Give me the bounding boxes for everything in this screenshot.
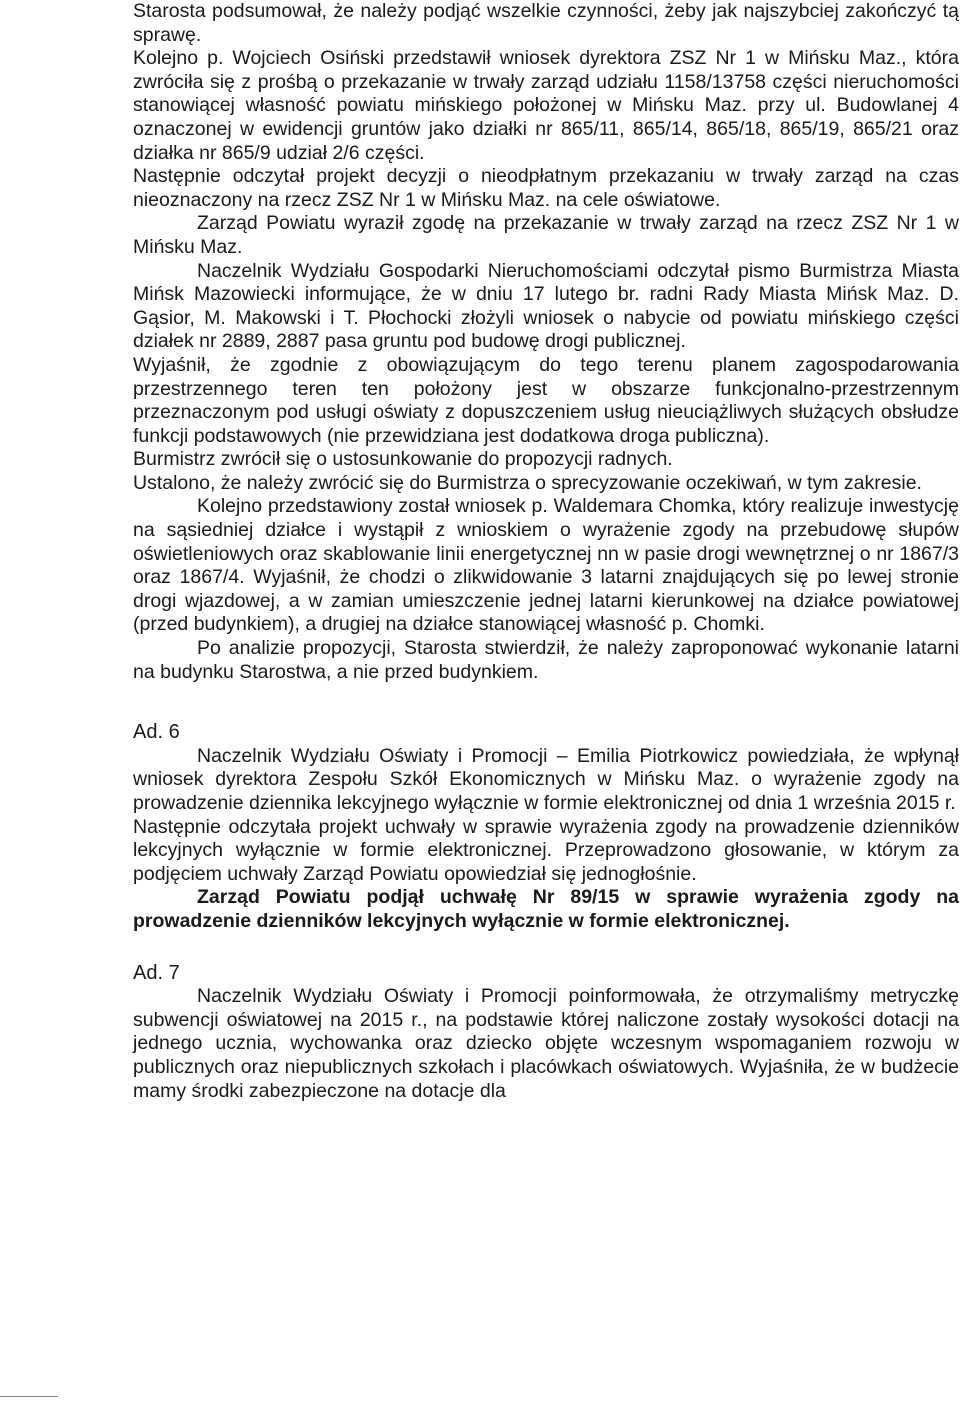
paragraph: Naczelnik Wydziału Oświaty i Promocji – Emilia Piotrkowicz powiedziała, że wpłynął wniosek dyrektora Zespołu Szkół Ekonomicznych w Mińsku Maz. o wyrażenie zgody na prowadzenie dziennika lekcyjnego wyłącznie w formie elektronicznej od dnia 1 września 2015 r. — [133, 744, 959, 814]
footnote-divider — [0, 1396, 58, 1397]
paragraph: Ustalono, że należy zwrócić się do Burmistrza o sprecyzowanie oczekiwań, w tym zakresie. — [133, 471, 922, 494]
document-page — [133, 0, 959, 1103]
paragraph: Kolejno p. Wojciech Osiński przedstawił wniosek dyrektora ZSZ Nr 1 w Mińsku Maz., która zwróciła się z prośbą o przekazanie w trwały zarząd udziału 1158/13758 części nieruchomości stanowiącej własność powiatu mińskiego położonej w Mińsku Maz. przy ul. Budowlanej 4 oznaczonej w ewidencji gruntów jako działki nr 865/11, 865/14, 865/18, 865/19, 865/21 oraz działka nr 865/9 udział 2/6 części. — [133, 47, 959, 164]
paragraph: Burmistrz zwrócił się o ustosunkowanie do propozycji radnych. — [133, 448, 673, 471]
paragraph: Wyjaśnił, że zgodnie z obowiązującym do tego terenu planem zagospodarowania przestrzennego teren ten położony jest w obszarze funkcjonalno-przestrzennym przeznaczonym pod usługi oświaty z dopuszczeniem usług nieuciążliwych służących obsłudze funkcji podstawowych (nie przewidziana jest dodatkowa droga publiczna). — [133, 353, 959, 447]
section-heading-ad6: Ad. 6 — [133, 721, 180, 744]
section-heading-ad7: Ad. 7 — [133, 961, 180, 984]
paragraph: Po analizie propozycji, Starosta stwierdził, że należy zaproponować wykonanie latarni na budynku Starostwa, a nie przed budynkiem. — [133, 637, 959, 683]
resolution-text: Zarząd Powiatu podjął uchwałę Nr 89/15 w sprawie wyrażenia zgody na prowadzenie dzienników lekcyjnych wyłącznie w formie elektronicznej. — [133, 886, 959, 932]
paragraph: Naczelnik Wydziału Gospodarki Nieruchomościami odczytał pismo Burmistrza Miasta Mińsk Mazowiecki informujące, że w dniu 17 lutego br. radni Rady Miasta Mińsk Maz. D. Gąsior, M. Makowski i T. Płochocki złożyli wniosek o nabycie od powiatu mińskiego części działek nr 2889, 2887 pasa gruntu pod budowę drogi publicznej. — [133, 259, 959, 353]
paragraph: Zarząd Powiatu wyraził zgodę na przekazanie w trwały zarząd na rzecz ZSZ Nr 1 w Mińsku Maz. — [133, 212, 959, 258]
paragraph: Naczelnik Wydziału Oświaty i Promocji poinformowała, że otrzymaliśmy metryczkę subwencji oświatowej na 2015 r., na podstawie której naliczone zostały wysokości dotacji na jednego ucznia, wychowanka oraz dziecko objęte wczesnym wspomaganiem rozwoju w publicznych oraz niepublicznych szkołach i placówkach oświatowych. Wyjaśniła, że w budżecie mamy środki zabezpieczone na dotacje dla — [133, 985, 959, 1102]
spacer — [133, 934, 959, 962]
paragraph: Kolejno przedstawiony został wniosek p. Waldemara Chomka, który realizuje inwestycję na sąsiedniej działce i wystąpił z wnioskiem o wyrażenie zgody na przebudowę słupów oświetleniowych oraz skablowanie linii energetycznej nn w pasie drogi wewnętrznej o nr 1867/3 oraz 1867/4. Wyjaśnił, że chodzi o zlikwidowanie 3 latarni znajdujących się po lewej stronie drogi wjazdowej, a w zamian umieszczenie jednej latarni kierunkowej na działce powiatowej (przed budynkiem), a drugiej na działce stanowiącej własność p. Chomki. — [133, 495, 959, 636]
paragraph: Następnie odczytała projekt uchwały w sprawie wyrażenia zgody na prowadzenie dzienników lekcyjnych wyłącznie w formie elektronicznej. Przeprowadzono głosowanie, w którym za podjęciem uchwały Zarząd Powiatu opowiedział się jednogłośnie. — [133, 815, 959, 885]
paragraph: Następnie odczytał projekt decyzji o nieodpłatnym przekazaniu w trwały zarząd na czas nieoznaczony na rzecz ZSZ Nr 1 w Mińsku Maz. na cele oświatowe. — [133, 165, 959, 211]
spacer — [133, 684, 959, 721]
paragraph: Starosta podsumował, że należy podjąć wszelkie czynności, żeby jak najszybciej zakończyć tą sprawę. — [133, 0, 959, 46]
